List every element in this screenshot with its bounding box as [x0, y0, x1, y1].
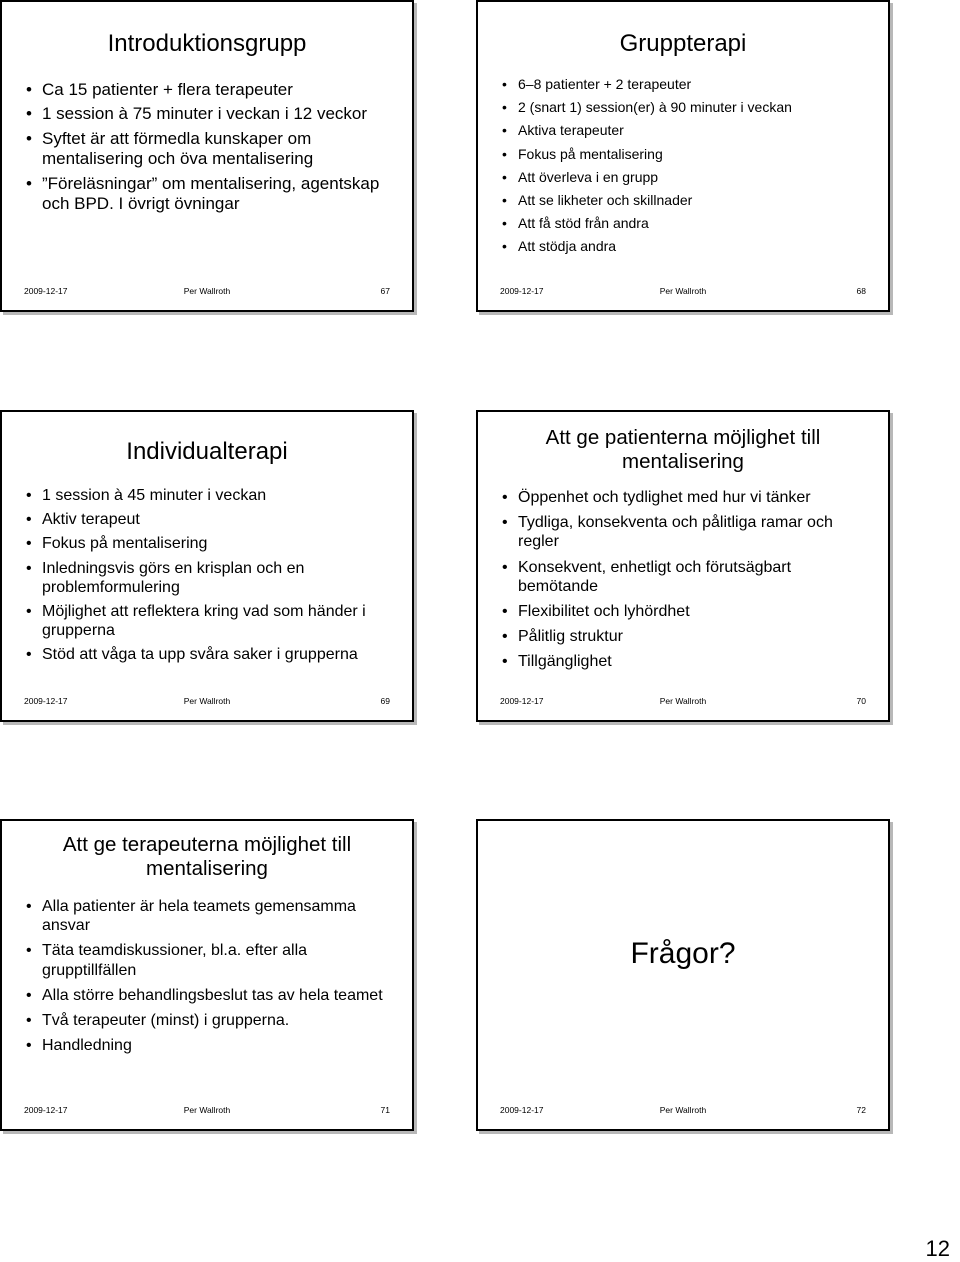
footer-author: Per Wallroth	[659, 286, 707, 296]
list-item: • 1 session à 75 minuter i veckan i 12 veckor	[26, 104, 386, 124]
slide-71	[0, 819, 414, 1131]
list-item: • Handledning	[26, 1036, 396, 1055]
footer-slide-number: 67	[380, 286, 390, 296]
footer-author: Per Wallroth	[183, 286, 231, 296]
slide-title: Gruppterapi	[619, 30, 747, 57]
list-item: • Fokus på mentalisering	[502, 146, 872, 163]
footer-author: Per Wallroth	[183, 696, 231, 706]
bullet-list	[26, 486, 386, 665]
list-item: • Aktiv terapeut	[26, 510, 386, 529]
footer-slide-number: 69	[380, 696, 390, 706]
footer-author: Per Wallroth	[659, 696, 707, 706]
bullet-list	[26, 897, 396, 1055]
list-item: • Att överleva i en grupp	[502, 169, 872, 186]
bullet-list	[502, 488, 872, 672]
list-item: • Alla patienter är hela teamets gemensamma ansvar	[26, 897, 396, 935]
slide-title: Frågor?	[630, 937, 736, 970]
footer-slide-number: 70	[856, 696, 866, 706]
footer-date: 2009-12-17	[24, 1105, 68, 1115]
list-item: • Täta teamdiskussioner, bl.a. efter alla grupptillfällen	[26, 941, 396, 979]
list-item: • 6–8 patienter + 2 terapeuter	[502, 76, 872, 93]
page-number: 12	[925, 1236, 950, 1261]
list-item: • Att få stöd från andra	[502, 215, 872, 232]
slide-footer	[500, 696, 866, 708]
footer-date: 2009-12-17	[500, 696, 544, 706]
footer-date: 2009-12-17	[500, 1105, 544, 1115]
list-item: • Att stödja andra	[502, 238, 872, 255]
list-item: • Två terapeuter (minst) i grupperna.	[26, 1011, 396, 1030]
slide-footer	[500, 286, 866, 298]
bullet-list	[26, 80, 386, 214]
list-item: • Möjlighet att reflektera kring vad som händer i grupperna	[26, 602, 386, 640]
list-item: • Fokus på mentalisering	[26, 534, 386, 553]
footer-date: 2009-12-17	[24, 286, 68, 296]
slide-title: Introduktionsgrupp	[107, 30, 307, 57]
list-item: • Ca 15 patienter + flera terapeuter	[26, 80, 386, 100]
list-item: • Syftet är att förmedla kunskaper om mentalisering och öva mentalisering	[26, 129, 386, 170]
list-item: • Alla större behandlingsbeslut tas av hela teamet	[26, 986, 396, 1005]
list-item: • 2 (snart 1) session(er) à 90 minuter i veckan	[502, 99, 872, 116]
footer-slide-number: 68	[856, 286, 866, 296]
slide-footer	[24, 696, 390, 708]
footer-author: Per Wallroth	[183, 1105, 231, 1115]
slide-footer	[24, 1105, 390, 1117]
slide-68	[476, 0, 890, 312]
list-item: • 1 session à 45 minuter i veckan	[26, 486, 386, 505]
slide-69	[0, 410, 414, 722]
slide-title: Individualterapi	[126, 438, 288, 465]
slide-72	[476, 819, 890, 1131]
slide-footer	[24, 286, 390, 298]
list-item: • Inledningsvis görs en krisplan och en problemformulering	[26, 559, 386, 597]
slide-title: Att ge terapeuterna möjlighet till mentalisering	[62, 833, 352, 881]
bullet-list	[502, 76, 872, 255]
footer-slide-number: 71	[380, 1105, 390, 1115]
footer-author: Per Wallroth	[659, 1105, 707, 1115]
list-item: • Flexibilitet och lyhördhet	[502, 602, 872, 621]
slide-footer	[500, 1105, 866, 1117]
footer-date: 2009-12-17	[24, 696, 68, 706]
list-item: • Öppenhet och tydlighet med hur vi tänker	[502, 488, 872, 507]
footer-slide-number: 72	[856, 1105, 866, 1115]
list-item: • Stöd att våga ta upp svåra saker i grupperna	[26, 645, 386, 664]
footer-date: 2009-12-17	[500, 286, 544, 296]
slide-70	[476, 410, 890, 722]
list-item: • Aktiva terapeuter	[502, 122, 872, 139]
list-item: • Tillgänglighet	[502, 652, 872, 671]
list-item: • Konsekvent, enhetligt och förutsägbart bemötande	[502, 558, 872, 596]
list-item: • Tydliga, konsekventa och pålitliga ramar och regler	[502, 513, 872, 551]
slide-title: Att ge patienterna möjlighet till mentalisering	[545, 426, 821, 474]
slide-67	[0, 0, 414, 312]
list-item: • Att se likheter och skillnader	[502, 192, 872, 209]
list-item: • ”Föreläsningar” om mentalisering, agentskap och BPD. I övrigt övningar	[26, 174, 386, 215]
list-item: • Pålitlig struktur	[502, 627, 872, 646]
